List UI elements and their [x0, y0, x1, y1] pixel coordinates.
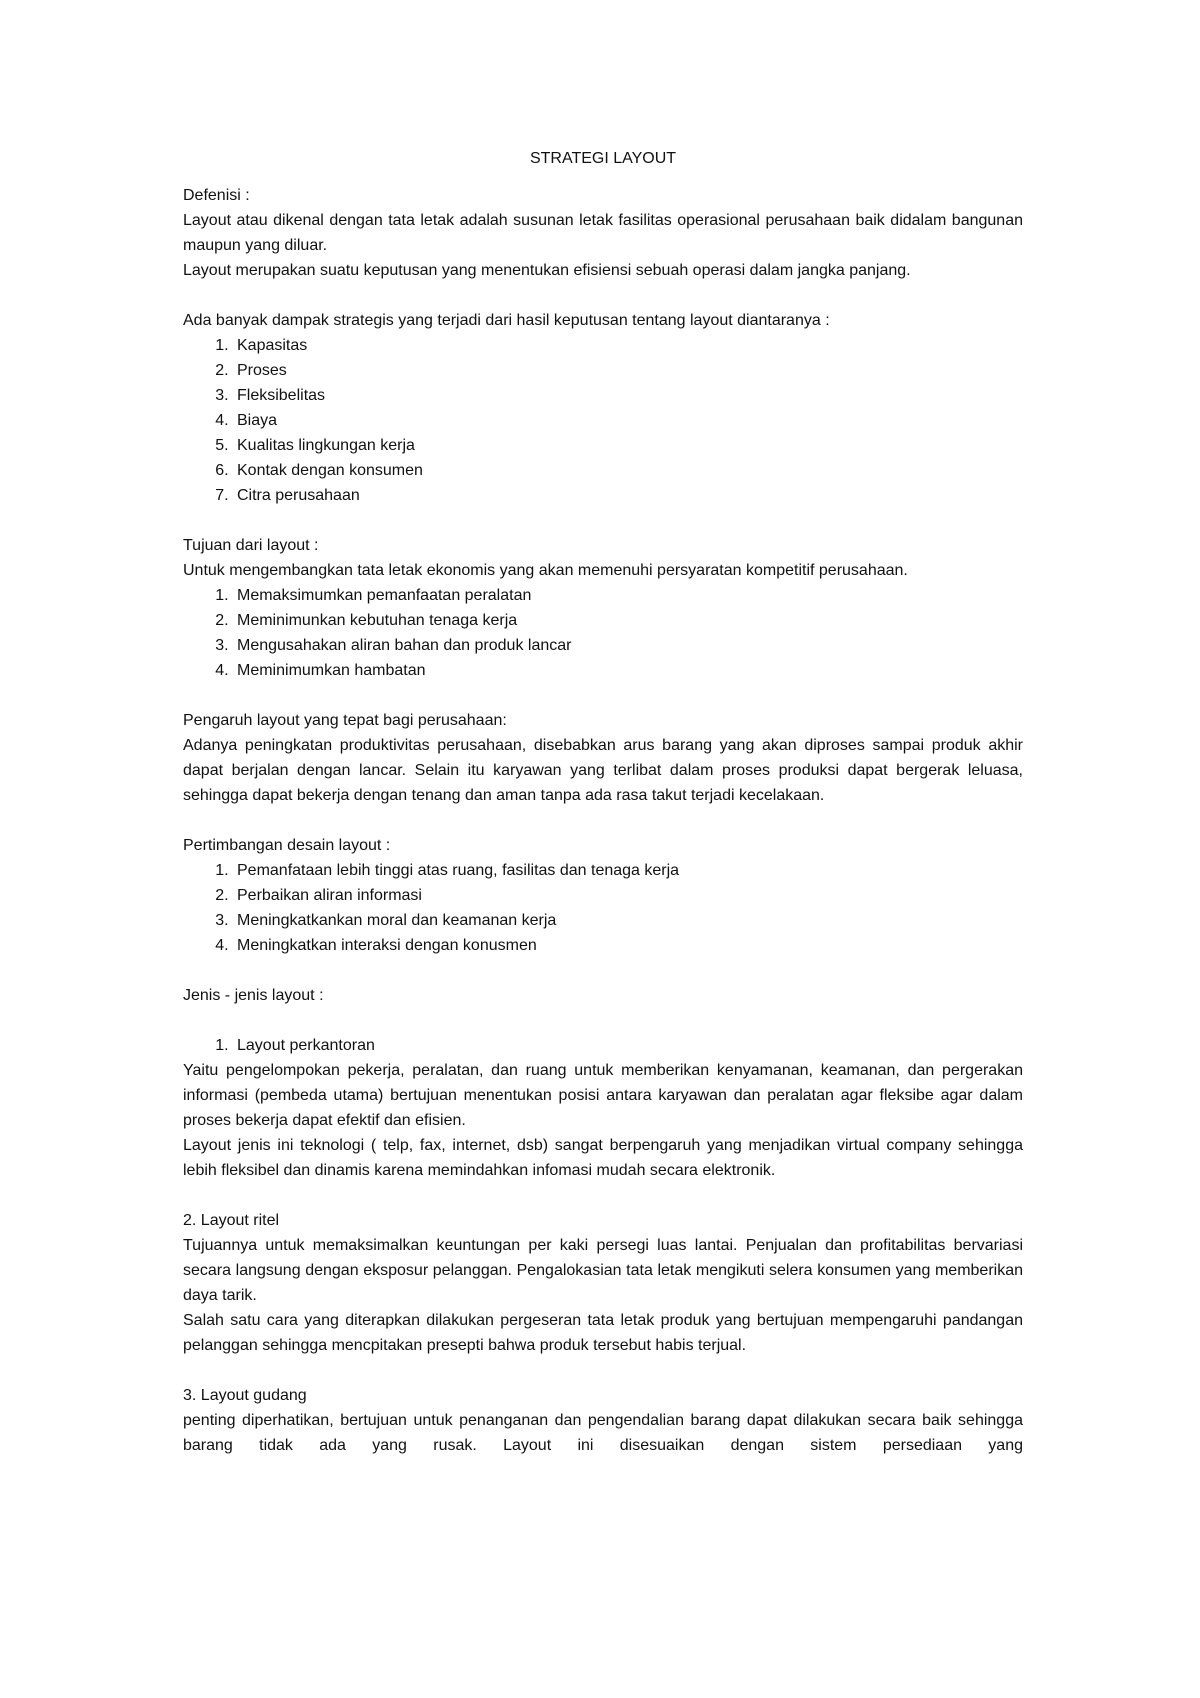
definisi-paragraph-2: Layout merupakan suatu keputusan yang menentukan efisiensi sebuah operasi dalam jangka panjang. — [183, 262, 911, 279]
tujuan-list — [183, 583, 1023, 683]
perkantoran-paragraph-2: Layout jenis ini teknologi ( telp, fax, internet, dsb) sangat berpengaruh yang menjadikan virtual company sehingga lebih fleksibel dan dinamis karena memindahkan infomasi mudah secara elektronik. — [183, 1137, 1023, 1179]
list-item: 3. Meningkatkankan moral dan keamanan kerja — [233, 908, 1023, 933]
list-item: 2. Perbaikan aliran informasi — [233, 883, 1023, 908]
perkantoran-paragraph-1: Yaitu pengelompokan pekerja, peralatan, dan ruang untuk memberikan kenyamanan, keamanan, dan pergerakan informasi (pembeda utama) bertujuan menentukan posisi antara karyawan dan peralatan agar fleksibe agar dalam proses bekerja dapat efektif dan efisien. — [183, 1062, 1023, 1129]
ritel-paragraph-1: Tujuannya untuk memaksimalkan keuntungan per kaki persegi luas lantai. Penjualan dan profitabilitas bervariasi secara langsung dengan eksposur pelanggan. Pengalokasian tata letak mengikuti selera konsumen yang memberikan daya tarik. — [183, 1237, 1023, 1304]
dampak-list — [183, 333, 1023, 508]
document-content — [183, 146, 1023, 1458]
list-item: 1. Pemanfataan lebih tinggi atas ruang, fasilitas dan tenaga kerja — [233, 858, 1023, 883]
list-item: 3. Fleksibelitas — [233, 383, 1023, 408]
list-item: 1. Memaksimumkan pemanfaatan peralatan — [233, 583, 1023, 608]
jenis-list — [183, 1033, 1023, 1058]
pertimbangan-list — [183, 858, 1023, 958]
dampak-intro: Ada banyak dampak strategis yang terjadi dari hasil keputusan tentang layout diantaranya : — [183, 312, 830, 329]
layout-gudang-heading: 3. Layout gudang — [183, 1387, 307, 1404]
list-item: 7. Citra perusahaan — [233, 483, 1023, 508]
list-item: 4. Meminimumkan hambatan — [233, 658, 1023, 683]
list-item: 2. Proses — [233, 358, 1023, 383]
list-item: 1. Kapasitas — [233, 333, 1023, 358]
pertimbangan-heading: Pertimbangan desain layout : — [183, 837, 391, 854]
jenis-heading: Jenis - jenis layout : — [183, 987, 324, 1004]
layout-ritel-heading: 2. Layout ritel — [183, 1212, 280, 1229]
page-title: STRATEGI LAYOUT — [529, 150, 677, 167]
list-item: 4. Meningkatkan interaksi dengan konusmen — [233, 933, 1023, 958]
list-item: 3. Mengusahakan aliran bahan dan produk lancar — [233, 633, 1023, 658]
tujuan-intro: Untuk mengembangkan tata letak ekonomis yang akan memenuhi persyaratan kompetitif perusahaan. — [183, 562, 908, 579]
pengaruh-heading: Pengaruh layout yang tepat bagi perusahaan: — [183, 712, 507, 729]
tujuan-heading: Tujuan dari layout : — [183, 537, 319, 554]
definisi-paragraph-1: Layout atau dikenal dengan tata letak adalah susunan letak fasilitas operasional perusahaan baik didalam bangunan maupun yang diluar. — [183, 212, 1023, 254]
definisi-heading: Defenisi : — [183, 187, 250, 204]
list-item: 4. Biaya — [233, 408, 1023, 433]
list-item: 6. Kontak dengan konsumen — [233, 458, 1023, 483]
layout-perkantoran-heading: 1. Layout perkantoran — [233, 1033, 1023, 1058]
pengaruh-paragraph: Adanya peningkatan produktivitas perusahaan, disebabkan arus barang yang akan diproses sampai produk akhir dapat berjalan dengan lancar. Selain itu karyawan yang terlibat dalam proses produksi dapat bergerak leluasa, sehingga dapat bekerja dengan tenang dan aman tanpa ada rasa takut terjadi kecelakaan. — [183, 737, 1023, 804]
ritel-paragraph-2: Salah satu cara yang diterapkan dilakukan pergeseran tata letak produk yang bertujuan mempengaruhi pandangan pelanggan sehingga mencpitakan presepti bahwa produk tersebut habis terjual. — [183, 1312, 1023, 1354]
list-item: 2. Meminimunkan kebutuhan tenaga kerja — [233, 608, 1023, 633]
list-item: 5. Kualitas lingkungan kerja — [233, 433, 1023, 458]
gudang-paragraph-1: penting diperhatikan, bertujuan untuk penanganan dan pengendalian barang dapat dilakukan secara baik sehingga barang tidak ada yang rusak. Layout ini disesuaikan dengan sistem persediaan yang — [183, 1412, 1023, 1454]
